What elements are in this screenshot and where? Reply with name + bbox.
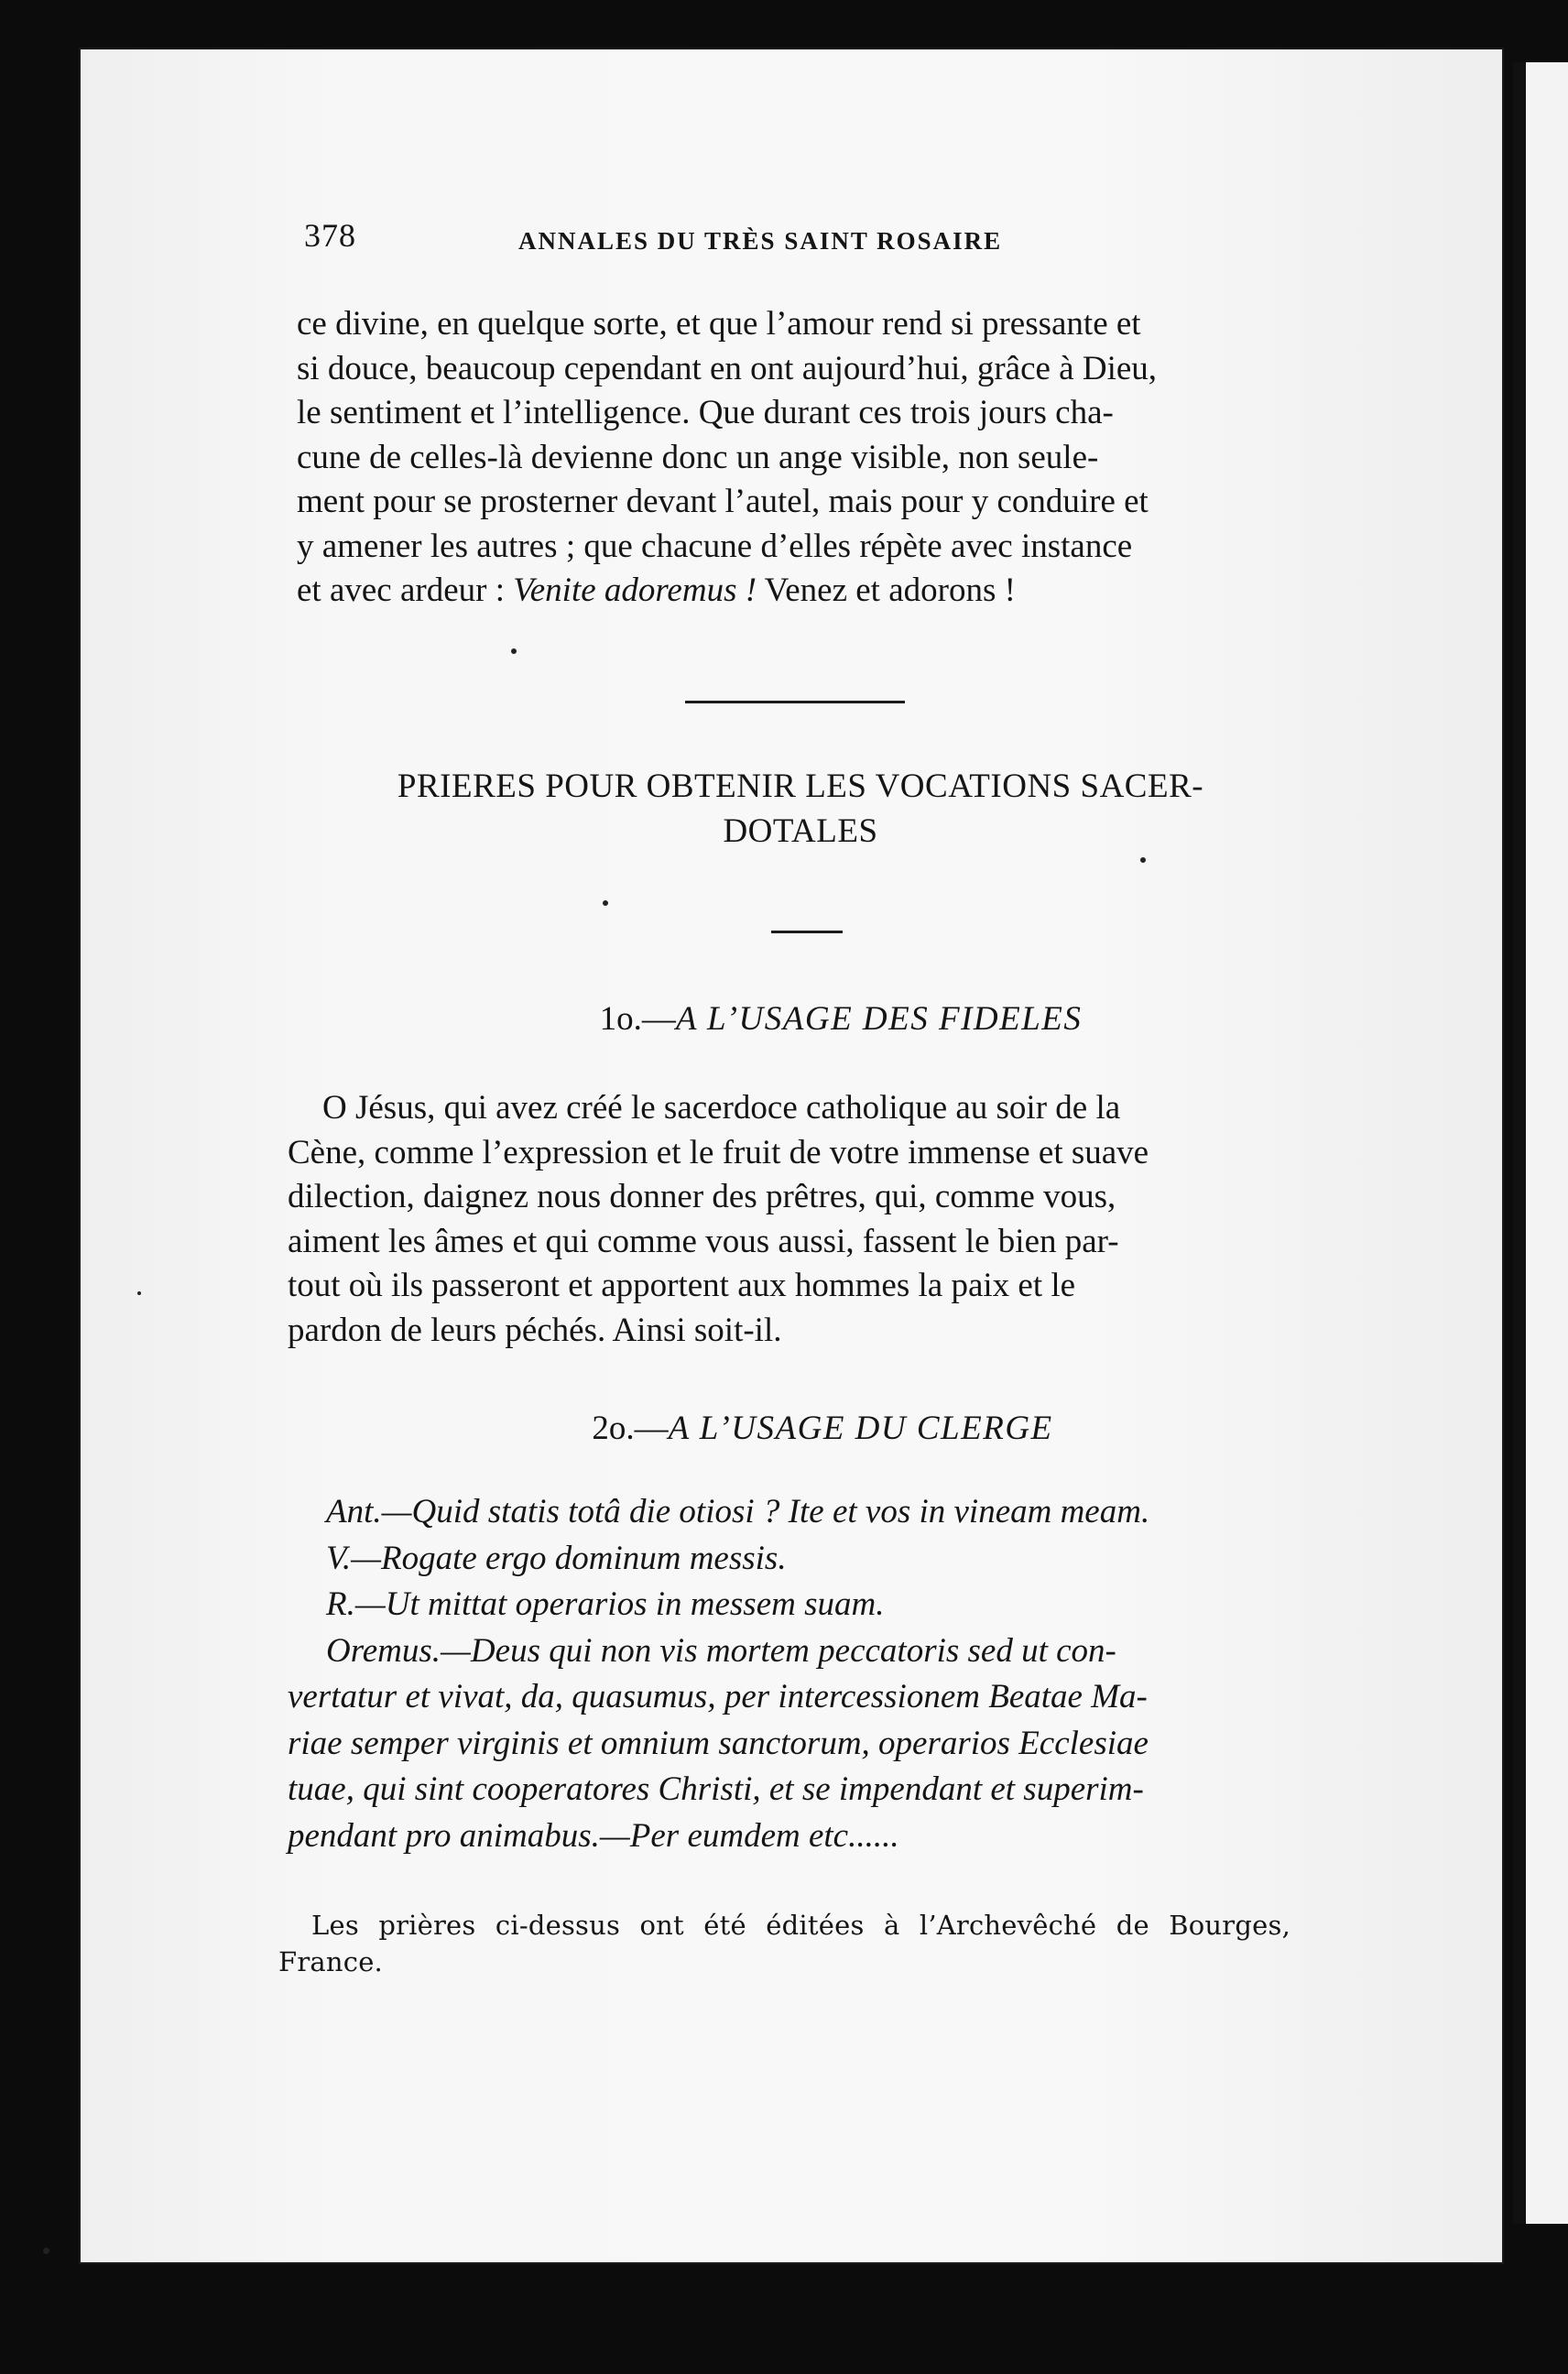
scan-speck — [137, 1291, 141, 1295]
text-line: ment pour se prosterner devant l’autel, mais pour y conduire et — [297, 483, 1149, 520]
scan-speck — [1140, 857, 1146, 863]
text-line: ce divine, en quelque sorte, et que l’amour rend si pressante et — [297, 305, 1141, 343]
section-heading — [297, 764, 1304, 854]
text-line-fragment: Venez et adorons ! — [757, 572, 1016, 609]
latin-phrase: Venite adoremus ! — [513, 572, 757, 609]
page-header — [304, 216, 1220, 267]
subheading-text: A L’USAGE DU CLERGE — [668, 1410, 1053, 1447]
running-title: ANNALES DU TRÈS SAINT ROSAIRE — [518, 227, 1003, 255]
scan-speck — [43, 2248, 49, 2254]
text-line: Cène, comme l’expression et le fruit de votre immense et suave — [288, 1133, 1149, 1171]
short-divider — [771, 931, 843, 933]
latin-prayer — [288, 1489, 1295, 1859]
latin-line: V.—Rogate ergo dominum messis. — [326, 1539, 787, 1577]
publication-note: Les prières ci-dessus ont été éditées à l’Archevêché de Bourges, France. — [278, 1910, 1290, 1977]
latin-line: Oremus.—Deus qui non vis mortem peccatoris sed ut con- — [326, 1631, 1116, 1670]
scan-speck — [603, 900, 608, 906]
scan-speck — [511, 648, 517, 654]
text-line: dilection, daignez nous donner des prêtres, qui, comme vous, — [288, 1178, 1116, 1215]
latin-line: R.—Ut mittat operarios in messem suam. — [326, 1585, 885, 1623]
text-line: si douce, beaucoup cependant en ont aujourd’hui, grâce à Dieu, — [297, 349, 1158, 387]
text-line: O Jésus, qui avez créé le sacerdoce catholique au soir de la — [322, 1089, 1121, 1127]
text-line: tout où ils passeront et apportent aux hommes la paix et le — [288, 1267, 1076, 1304]
section-heading-line: PRIERES POUR OBTENIR LES VOCATIONS SACER- — [397, 768, 1204, 805]
adjacent-page-edge — [1513, 62, 1568, 2224]
section-heading-line: DOTALES — [723, 812, 878, 850]
text-line: y amener les autres ; que chacune d’elles répète avec instance — [297, 527, 1133, 565]
latin-line: riae semper virginis et omnium sanctorum, operarios Ecclesiae — [288, 1724, 1149, 1762]
text-line: le sentiment et l’intelligence. Que durant ces trois jours cha- — [297, 394, 1114, 431]
prayer-paragraph — [288, 1086, 1295, 1353]
subheading-number: 1o.— — [599, 1000, 676, 1038]
subheading-number: 2o.— — [592, 1410, 669, 1447]
subheading-text: A L’USAGE DES FIDELES — [675, 1000, 1083, 1038]
text-line: cune de celles-là devienne donc un ange visible, non seule- — [297, 438, 1099, 476]
text-line: aiment les âmes et qui comme vous aussi, fassent le bien par- — [288, 1222, 1119, 1260]
latin-line: pendant pro animabus.—Per eumdem etc...... — [288, 1816, 899, 1855]
page-number: 378 — [304, 217, 356, 254]
latin-line: vertatur et vivat, da, quasumus, per intercessionem Beatae Ma- — [288, 1678, 1148, 1715]
subheading-faithful — [337, 997, 1345, 1041]
latin-line: tuae, qui sint cooperatores Christi, et se impendant et superim- — [288, 1770, 1144, 1808]
subheading-clergy — [319, 1407, 1326, 1451]
text-line: pardon de leurs péchés. Ainsi soit-il. — [288, 1311, 782, 1349]
section-divider — [685, 701, 905, 703]
text-line-fragment: et avec ardeur : — [297, 572, 514, 609]
latin-line: Ant.—Quid statis totâ die otiosi ? Ite et vos in vineam meam. — [326, 1493, 1150, 1530]
text-line-last — [297, 569, 1304, 614]
continued-paragraph — [297, 302, 1304, 614]
